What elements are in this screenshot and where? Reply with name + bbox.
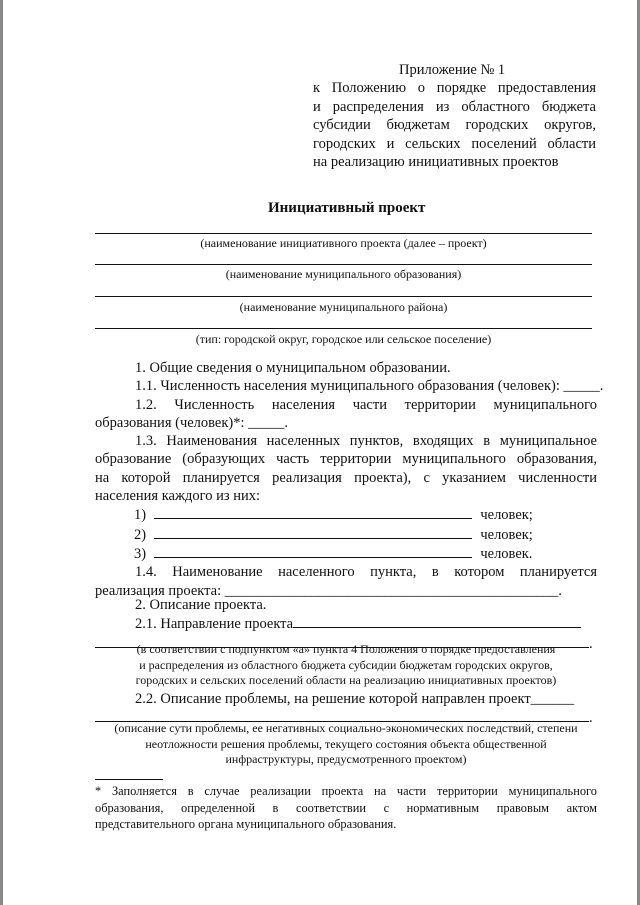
line-end-period: . (589, 635, 593, 652)
settlement-blank (154, 544, 472, 558)
settlement-unit: человек. (480, 545, 533, 562)
appendix-line: и распределения из областного бюджета (313, 98, 596, 115)
footnote-line: представительного органа муниципального образования. (95, 817, 397, 831)
footnote-line: * Заполняется в случае реализации проекта на части территории муниципального (95, 784, 597, 798)
appendix-number: Приложение № 1 (399, 62, 506, 78)
direction-blank (293, 614, 581, 628)
paragraph-1-3: 1.3. Наименования населенных пунктов, входящих в муниципальное (135, 433, 597, 450)
paragraph-2-1-label: 2.1. Направление проекта (135, 616, 294, 633)
settlement-blank (154, 525, 472, 539)
paragraph-1-4: реализация проекта: ______________________________________________. (95, 582, 562, 599)
settlement-number: 3) (134, 545, 147, 562)
paragraph-2-2-label: 2.2. Описание проблемы, на решение которой направлен проект______ (135, 691, 575, 707)
appendix-line: субсидии бюджетам городских округов, (313, 117, 596, 133)
footnote-line: образования, определенной в соответствии с нормативным правовым актом (95, 800, 597, 815)
paragraph-1-2: образования (человек)*: _____. (95, 414, 289, 431)
settlement-row (95, 505, 597, 524)
municipality-name-line (95, 264, 592, 265)
paragraph-1-2: 1.2. Численность населения части территории муниципального (135, 396, 597, 413)
section-heading: 2. Описание проекта. (135, 597, 267, 613)
settlement-number: 1) (134, 507, 147, 524)
paragraph-1-1: 1.1. Численность населения муниципального образования (человек): _____. (135, 378, 604, 395)
appendix-line: на реализацию инициативных проектов (313, 154, 559, 170)
field-caption: (тип: городской округ, городское или сельское поселение) (195, 332, 492, 346)
settlement-number: 2) (134, 526, 147, 543)
settlement-type-line (95, 328, 592, 329)
note-line: (описание сути проблемы, ее негативных социально-экономических последствий, степени (114, 721, 578, 735)
project-name-line (95, 233, 592, 234)
footnote (95, 783, 597, 833)
district-name-line (95, 296, 592, 297)
note-line: инфраструктуры, предусмотренного проектом) (225, 752, 467, 766)
section-1 (95, 359, 604, 600)
appendix-line: городских и сельских поселений области (313, 135, 596, 152)
appendix-block (313, 79, 596, 172)
note-line: и распределения из областного бюджета субсидии бюджетам городских округов, (139, 657, 553, 672)
document-title: Инициативный проект (268, 200, 426, 216)
paragraph-2-2-note (95, 721, 597, 768)
settlement-unit: человек; (480, 526, 533, 543)
paragraph-2-1 (95, 614, 597, 633)
footnote-separator (95, 779, 163, 780)
settlement-blank (154, 505, 472, 519)
field-caption: (наименование муниципального района) (239, 300, 448, 314)
note-line: (в соответствии с подпунктом «а» пункта 4 Положения о порядке предоставления (136, 642, 556, 656)
settlement-row (95, 525, 597, 544)
paragraph-1-3: образование (образующих часть территории муниципального образования, (95, 451, 597, 468)
field-caption: (наименование муниципального образования) (225, 267, 462, 281)
note-line: городских и сельских поселений области на реализацию инициативных проектов) (135, 673, 557, 687)
appendix-line: к Положению о порядке предоставления (313, 80, 596, 96)
paragraph-2-1-note (95, 642, 597, 689)
field-caption: (наименование инициативного проекта (далее – проект) (200, 236, 487, 250)
note-line: неотложности решения проблемы, текущего состояния объекта общественной (145, 736, 547, 751)
line-end-period: . (589, 710, 593, 727)
section-heading: 1. Общие сведения о муниципальном образовании. (135, 360, 451, 376)
settlement-row (95, 544, 597, 563)
settlement-unit: человек; (480, 507, 533, 524)
paragraph-1-3: на которой планируется реализация проекта), с указанием численности (95, 469, 597, 486)
paragraph-1-3: населения каждого из них: (95, 488, 261, 505)
paragraph-1-4: 1.4. Наименование населенного пункта, в котором планируется (135, 564, 597, 581)
